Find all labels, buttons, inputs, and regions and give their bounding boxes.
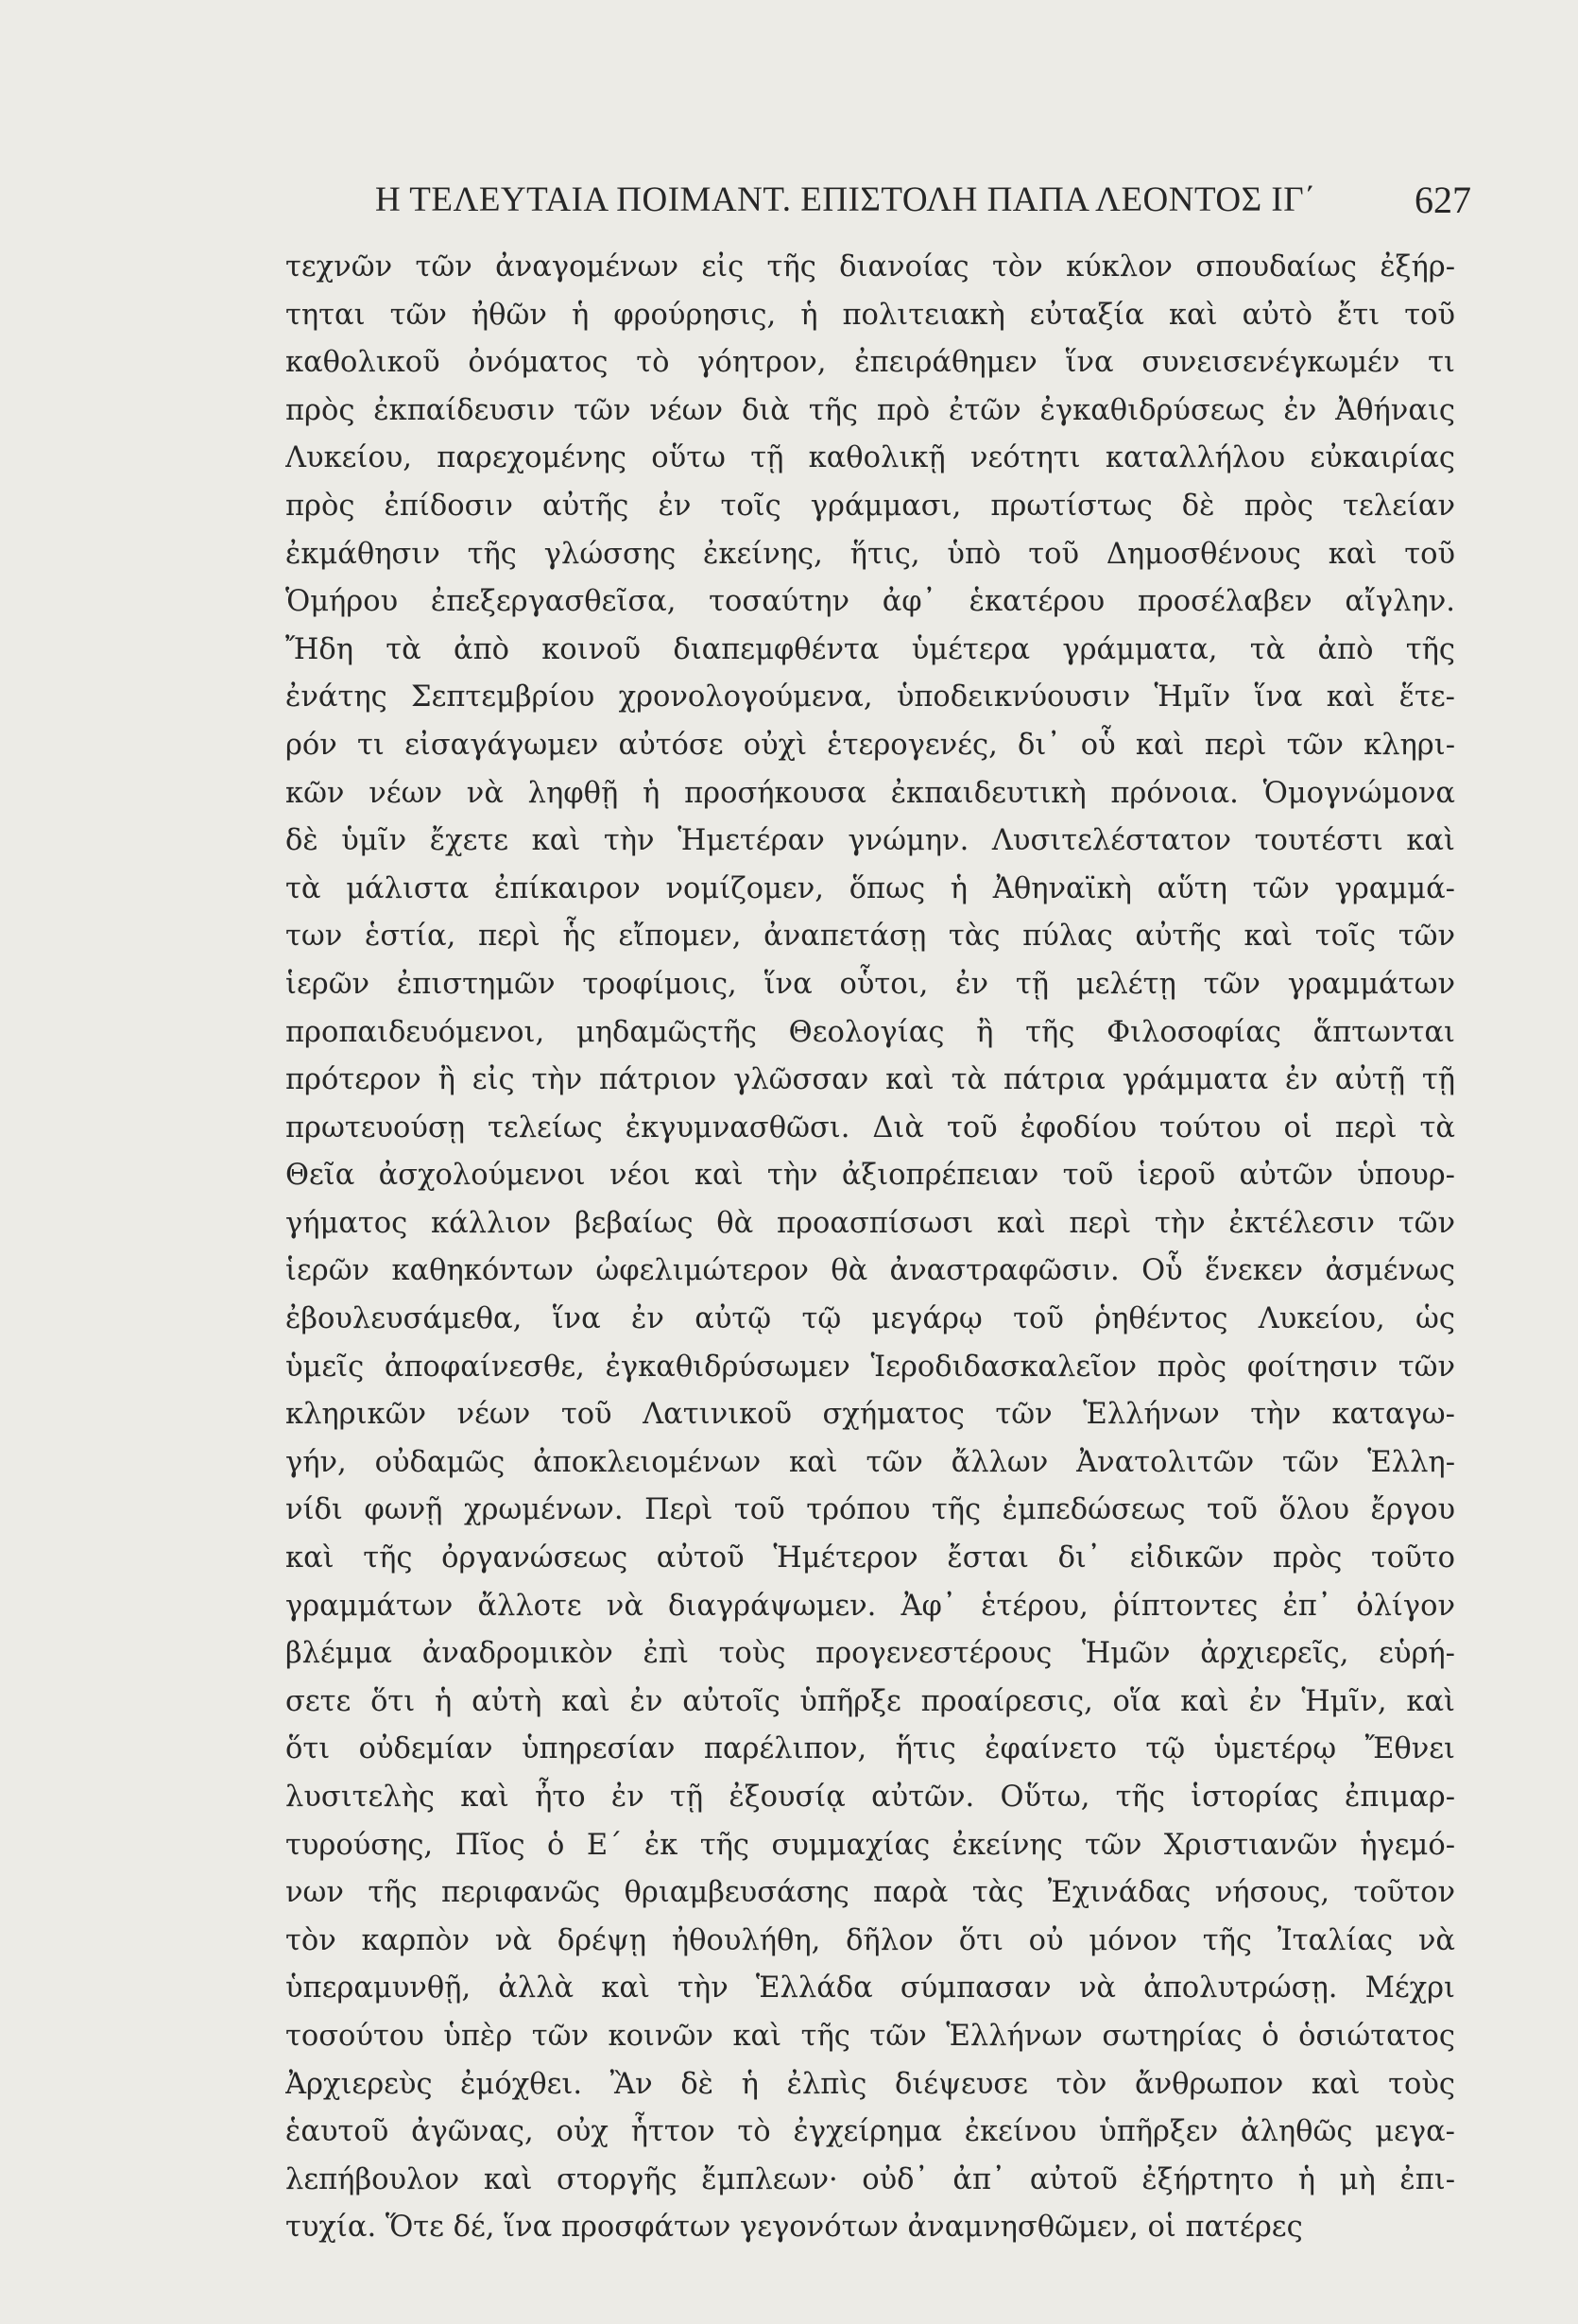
text-line: καὶ τῆς ὀργανώσεως αὐτοῦ Ἡμέτερον ἔσται δι᾽ εἰδικῶν πρὸς τοῦτο	[285, 1541, 1455, 1575]
text-line: ἐβουλευσάμεθα, ἵνα ἐν αὐτῷ τῷ μεγάρῳ τοῦ ῥηθέντος Λυκείου, ὡς	[285, 1302, 1455, 1336]
text-line: πρότερον ἢ εἰς τὴν πάτριον γλῶσσαν καὶ τὰ πάτρια γράμματα ἐν αὐτῇ τῇ	[285, 1063, 1455, 1097]
text-line: λεπήβουλον καὶ στοργῆς ἔμπλεων· οὐδ᾽ ἀπ᾽ αὐτοῦ ἐξήρτητο ἡ μὴ ἐπι-	[285, 2162, 1455, 2196]
text-line: τὰ μάλιστα ἐπίκαιρον νομίζομεν, ὅπως ἡ Ἀθηναϊκὴ αὕτη τῶν γραμμά-	[285, 871, 1455, 905]
text-line: Θεῖα ἀσχολούμενοι νέοι καὶ τὴν ἀξιοπρέπειαν τοῦ ἱεροῦ αὐτῶν ὑπουρ-	[285, 1159, 1455, 1193]
text-line: ἐνάτης Σεπτεμβρίου χρονολογούμενα, ὑποδεικνύουσιν Ἡμῖν ἵνα καὶ ἕτε-	[285, 680, 1455, 714]
body-text	[285, 244, 1455, 2252]
text-line: τυρούσης, Πῖος ὁ Ε΄ ἐκ τῆς συμμαχίας ἐκείνης τῶν Χριστιανῶν ἡγεμό-	[285, 1828, 1455, 1862]
text-line: τηται τῶν ἠθῶν ἡ φρούρησις, ἡ πολιτειακὴ εὐταξία καὶ αὐτὸ ἔτι τοῦ	[285, 298, 1455, 332]
text-line: τοσούτου ὑπὲρ τῶν κοινῶν καὶ τῆς τῶν Ἑλλήνων σωτηρίας ὁ ὁσιώτατος	[285, 2019, 1455, 2053]
text-line: πρωτευούσῃ τελείως ἐκγυμνασθῶσι. Διὰ τοῦ ἐφοδίου τούτου οἱ περὶ τὰ	[285, 1110, 1455, 1145]
text-line: δὲ ὑμῖν ἔχετε καὶ τὴν Ἡμετέραν γνώμην. Λυσιτελέστατον τουτέστι καὶ	[285, 824, 1455, 858]
text-line: τεχνῶν τῶν ἀναγομένων εἰς τῆς διανοίας τὸν κύκλον σπουδαίως ἐξήρ-	[285, 250, 1455, 284]
text-line: γήματος κάλλιον βεβαίως θὰ προασπίσωσι καὶ περὶ τὴν ἐκτέλεσιν τῶν	[285, 1206, 1455, 1240]
page-number: 627	[1415, 179, 1471, 221]
text-line: ρόν τι εἰσαγάγωμεν αὐτόσε οὐχὶ ἑτερογενές, δι᾽ οὗ καὶ περὶ τῶν κληρι-	[285, 728, 1455, 762]
text-line: Λυκείου, παρεχομένης οὕτω τῇ καθολικῇ νεότητι καταλλήλου εὐκαιρίας	[285, 441, 1455, 475]
text-line: ἑαυτοῦ ἀγῶνας, οὐχ ἧττον τὸ ἐγχείρημα ἐκείνου ὑπῆρξεν ἀληθῶς μεγα-	[285, 2115, 1455, 2149]
text-line: ἱερῶν καθηκόντων ὠφελιμώτερον θὰ ἀναστραφῶσιν. Οὗ ἕνεκεν ἀσμένως	[285, 1254, 1455, 1288]
text-line: λυσιτελὴς καὶ ἦτο ἐν τῇ ἐξουσίᾳ αὐτῶν. Οὕτω, τῆς ἱστορίας ἐπιμαρ-	[285, 1781, 1455, 1814]
text-line: ὑπεραμυνθῇ, ἀλλὰ καὶ τὴν Ἑλλάδα σύμπασαν νὰ ἀπολυτρώσῃ. Μέχρι	[285, 1971, 1455, 2006]
text-line: νίδι φωνῇ χρωμένων. Περὶ τοῦ τρόπου τῆς ἐμπεδώσεως τοῦ ὅλου ἔργου	[285, 1493, 1455, 1527]
page-header	[375, 176, 1471, 225]
text-line: των ἑστία, περὶ ἧς εἴπομεν, ἀναπετάσῃ τὰς πύλας αὐτῆς καὶ τοῖς τῶν	[285, 920, 1455, 954]
text-line: ἱερῶν ἐπιστημῶν τροφίμοις, ἵνα οὗτοι, ἐν τῇ μελέτῃ τῶν γραμμάτων	[285, 967, 1455, 1001]
text-line: γραμμάτων ἄλλοτε νὰ διαγράψωμεν. Ἀφ᾽ ἑτέρου, ῥίπτοντες ἐπ᾽ ὀλίγον	[285, 1589, 1455, 1623]
text-line: βλέμμα ἀναδρομικὸν ἐπὶ τοὺς προγενεστέρους Ἡμῶν ἀρχιερεῖς, εὑρή-	[285, 1637, 1455, 1671]
text-line: τυχία. Ὅτε δέ, ἵνα προσφάτων γεγονότων ἀναμνησθῶμεν, οἱ πατέρες	[285, 2211, 1303, 2245]
text-line: Ἤδη τὰ ἀπὸ κοινοῦ διαπεμφθέντα ὑμέτερα γράμματα, τὰ ἀπὸ τῆς	[285, 632, 1455, 666]
text-line: τὸν καρπὸν νὰ δρέψῃ ἠθουλήθη, δῆλον ὅτι οὐ μόνον τῆς Ἰταλίας νὰ	[285, 1923, 1455, 1957]
text-line: Ὁμήρου ἐπεξεργασθεῖσα, τοσαύτην ἀφ᾽ ἑκατέρου προσέλαβεν αἴγλην.	[285, 585, 1455, 619]
text-line: ὅτι οὐδεμίαν ὑπηρεσίαν παρέλιπον, ἥτις ἐφαίνετο τῷ ὑμετέρῳ Ἔθνει	[285, 1732, 1455, 1766]
text-line: νων τῆς περιφανῶς θριαμβευσάσης παρὰ τὰς Ἐχινάδας νήσους, τοῦτον	[285, 1876, 1455, 1910]
text-line: πρὸς ἐπίδοσιν αὐτῆς ἐν τοῖς γράμμασι, πρωτίστως δὲ πρὸς τελείαν	[285, 489, 1455, 523]
text-line: γήν, οὐδαμῶς ἀποκλειομένων καὶ τῶν ἄλλων Ἀνατολιτῶν τῶν Ἑλλη-	[285, 1445, 1455, 1479]
text-line: πρὸς ἐκπαίδευσιν τῶν νέων διὰ τῆς πρὸ ἐτῶν ἐγκαθιδρύσεως ἐν Ἀθήναις	[285, 393, 1455, 427]
text-line: σετε ὅτι ἡ αὐτὴ καὶ ἐν αὐτοῖς ὑπῆρξε προαίρεσις, οἵα καὶ ἐν Ἡμῖν, καὶ	[285, 1684, 1455, 1718]
text-line: κληρικῶν νέων τοῦ Λατινικοῦ σχήματος τῶν Ἑλλήνων τὴν καταγω-	[285, 1398, 1455, 1432]
text-line: Ἀρχιερεὺς ἐμόχθει. Ἂν δὲ ἡ ἐλπὶς διέψευσε τὸν ἄνθρωπον καὶ τοὺς	[285, 2067, 1455, 2101]
running-title: Η ΤΕΛΕΥΤΑΙΑ ΠΟΙΜΑΝΤ. ΕΠΙΣΤΟΛΗ ΠΑΠΑ ΛΕΟΝΤΟΣ ΙΓ΄	[375, 181, 1316, 219]
text-line: προπαιδευόμενοι, μηδαμῶςτῆς Θεολογίας ἢ τῆς Φιλοσοφίας ἅπτωνται	[285, 1015, 1455, 1049]
text-line: καθολικοῦ ὀνόματος τὸ γόητρον, ἐπειράθημεν ἵνα συνεισενέγκωμέν τι	[285, 346, 1455, 380]
text-line: ὑμεῖς ἀποφαίνεσθε, ἐγκαθιδρύσωμεν Ἱεροδιδασκαλεῖον πρὸς φοίτησιν τῶν	[285, 1350, 1455, 1384]
text-line: ἐκμάθησιν τῆς γλώσσης ἐκείνης, ἥτις, ὑπὸ τοῦ Δημοσθένους καὶ τοῦ	[285, 537, 1455, 571]
text-line: κῶν νέων νὰ ληφθῇ ἡ προσήκουσα ἐκπαιδευτικὴ πρόνοια. Ὁμογνώμονα	[285, 776, 1455, 810]
